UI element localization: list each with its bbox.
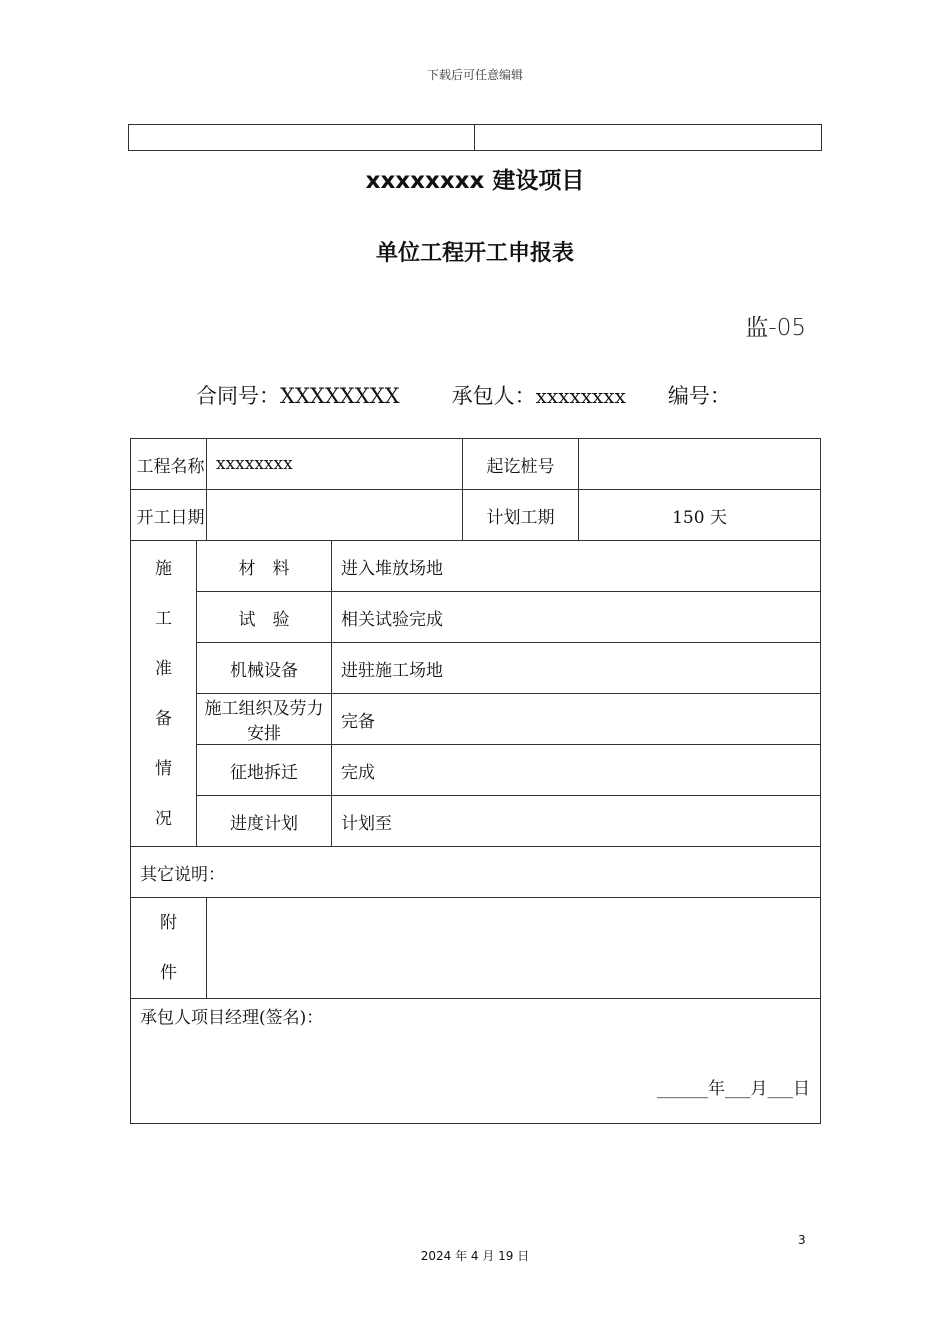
prep-item-label: 试 验 [197,592,332,643]
signature-cell [131,999,821,1124]
prep-item-value: 完备 [332,694,821,745]
prep-item-value: 完成 [332,745,821,796]
project-name-value: xxxxxxxx [207,439,463,490]
prep-char: 准 [155,658,172,679]
contractor-value: xxxxxxxx [535,384,626,408]
prep-char: 情 [155,758,172,779]
project-title: xxxxxxxx 建设项目 [365,168,585,194]
top-blank-table [128,124,822,151]
form-title: 单位工程开工申报表 [375,241,574,266]
prep-item-label: 材 料 [197,541,332,592]
table-row [131,490,821,541]
prep-char: 况 [155,808,172,829]
other-notes-label: 其它说明： [131,847,821,898]
table-row [131,898,821,999]
prep-char: 工 [155,608,172,629]
prep-section-label [131,541,197,847]
table-row [131,541,821,592]
attachment-char: 件 [160,963,177,983]
attachment-char: 附 [160,913,177,933]
planned-duration-value: 150 天 [579,490,821,541]
table-row [131,643,821,694]
top-table-divider [474,125,475,150]
prep-item-value: 进入堆放场地 [332,541,821,592]
contract-value: XXXXXXXX [280,384,400,408]
contract-label: 合同号： [196,384,280,408]
prep-item-label: 进度计划 [197,796,332,847]
start-date-label: 开工日期 [131,490,207,541]
page-number: 3 [798,1233,806,1247]
station-value [579,439,821,490]
table-row [131,796,821,847]
form-code: 监-05 [745,315,806,341]
number-label: 编号： [667,384,731,408]
footer-date: 2024 年 4 月 19 日 [420,1249,530,1263]
meta-line [196,380,731,410]
station-label: 起讫桩号 [463,439,579,490]
table-row [131,439,821,490]
prep-item-label: 施工组织及劳力安排 [197,694,332,745]
table-row [131,999,821,1124]
prep-item-value: 计划至 [332,796,821,847]
table-row [131,847,821,898]
signature-label: 承包人项目经理(签名)： [140,1008,324,1028]
prep-char: 备 [155,708,172,729]
start-date-value [207,490,463,541]
header-note: 下载后可任意编辑 [426,68,523,82]
prep-item-value: 相关试验完成 [332,592,821,643]
table-row [131,592,821,643]
date-line: ______年___月___日 [657,1079,811,1099]
prep-item-label: 机械设备 [197,643,332,694]
prep-char: 施 [155,558,172,579]
table-row [131,745,821,796]
attachment-label [131,898,207,999]
project-name-label: 工程名称 [131,439,207,490]
application-form-table [130,438,821,1124]
contractor-label: 承包人： [451,384,536,408]
prep-item-label: 征地拆迁 [197,745,332,796]
table-row [131,694,821,745]
attachment-area [207,898,821,999]
planned-duration-label: 计划工期 [463,490,579,541]
prep-item-value: 进驻施工场地 [332,643,821,694]
